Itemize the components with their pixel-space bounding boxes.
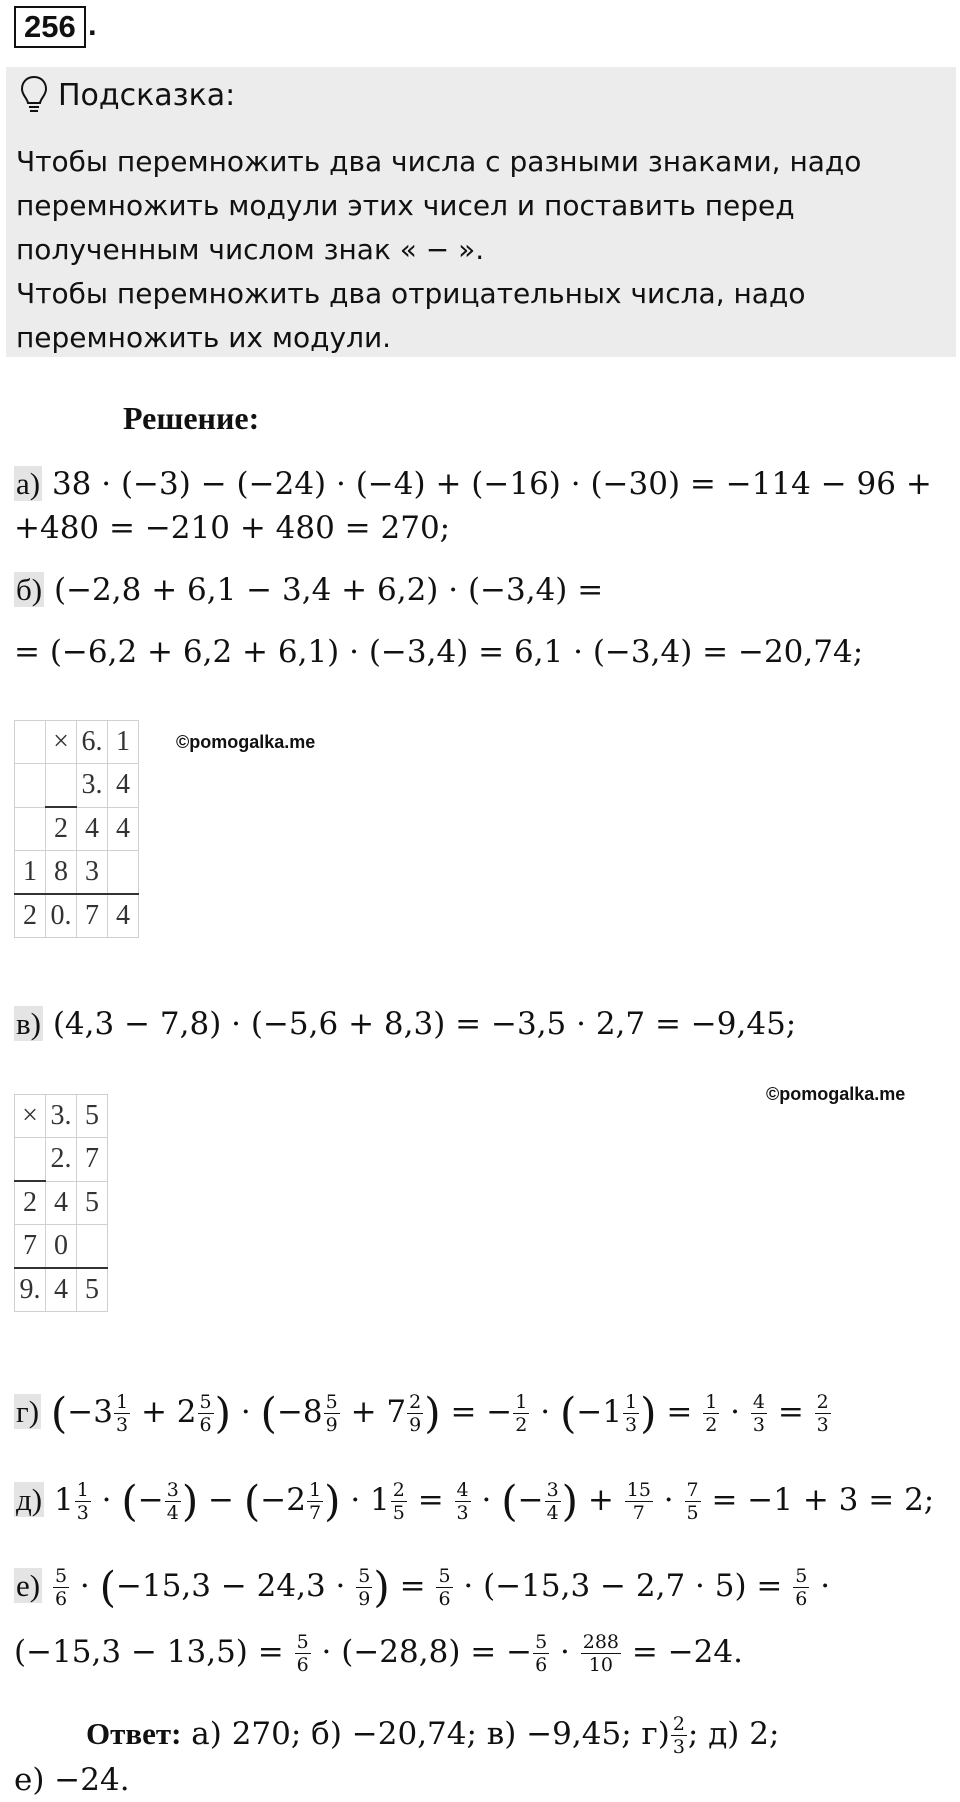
table-cell: 3. [46, 1095, 77, 1138]
table-cell: 5 [77, 1268, 108, 1312]
solution-d-label: д) [16, 1482, 43, 1517]
table-row [15, 807, 139, 851]
answer-values: а) 270; б) −20,74; в) −9,45; г) [191, 1716, 670, 1752]
watermark: ©pomogalka.me [766, 1084, 906, 1104]
table-cell: 5 [77, 1181, 108, 1225]
solution-b-expr1: (−2,8 + 6,1 − 3,4 + 6,2) · (−3,4) = [53, 572, 604, 608]
solution-b-line1 [14, 568, 603, 612]
table-cell [15, 764, 46, 808]
table-row [15, 1225, 108, 1269]
table-cell: 2. [46, 1138, 77, 1182]
solution-g-line1: г) (−3 $\frac{1}{3}$ + 2 $\frac{5}{6}$ ) · (−8 $\frac{5}{9}$ + 7 $\frac{2}{9}$ ) = − $\frac{1}{2}$ · (−1 $\frac{1}{3}$ ) = $\frac{1}{2}$ · $\frac{4}{3}$ = $\frac{2}{3}$ [16, 1388, 829, 1438]
answer-title: Ответ: [86, 1716, 182, 1751]
hint-line: Чтобы перемножить два числа с разными знаками, надо [16, 145, 862, 178]
solution-a-label: а) [16, 466, 41, 501]
answer-line1: Ответ: а) 270; б) −20,74; в) −9,45; г) $\frac{2}{3}$ ; д) 2; [86, 1713, 780, 1758]
solution-a-line2: +480 = −210 + 480 = 270; [14, 510, 451, 546]
multiply-sign: × [46, 721, 77, 764]
solution-d-line1: д) 1 $\frac{1}{3}$ · (− $\frac{3}{4}$ ) − (−2 $\frac{1}{7}$ ) · 1 $\frac{2}{5}$ = $\frac{4}{3}$ · (− $\frac{3}{4}$ ) + $\frac{15}{7}$ · $\frac{7}{5}$ = −1 + 3 = 2; [16, 1476, 935, 1526]
solution-e-line1: е) $\frac{5}{6}$ · (−15,3 − 24,3 · $\frac{5}{9}$ ) = $\frac{5}{6}$ · (−15,3 − 2,7 · 5) = $\frac{5}{6}$ · [16, 1562, 831, 1612]
table-row [15, 764, 139, 808]
table-cell: 4 [108, 894, 139, 938]
table-cell: 4 [108, 807, 139, 851]
solution-e-label: е) [16, 1568, 41, 1603]
lightbulb-icon [18, 74, 50, 116]
table-row [15, 721, 139, 764]
table-cell: 4 [108, 764, 139, 808]
hint-line: полученным числом знак « − ». [16, 233, 485, 266]
solution-b-label: б) [16, 572, 43, 607]
solution-a-line1 [14, 462, 932, 506]
table-cell: 3. [77, 764, 108, 808]
task-number: 256 [14, 6, 86, 48]
table-cell: 5 [77, 1095, 108, 1138]
table-row [15, 1138, 108, 1182]
table-cell: 4 [46, 1181, 77, 1225]
table-cell: 9. [15, 1268, 46, 1312]
table-cell: 7 [77, 1138, 108, 1182]
table-row [15, 1181, 108, 1225]
table-cell: 7 [77, 894, 108, 938]
solution-b-line2: = (−6,2 + 6,2 + 6,1) · (−3,4) = 6,1 · (−3,4) = −20,74; [14, 634, 864, 670]
solution-v-expr1: (4,3 − 7,8) · (−5,6 + 8,3) = −3,5 · 2,7 = −9,45; [52, 1006, 797, 1042]
hint-line: перемножить их модули. [16, 321, 392, 354]
table-row [15, 851, 139, 895]
hint-title: Подсказка: [58, 78, 236, 113]
table-cell: 0. [46, 894, 77, 938]
table-cell [46, 764, 77, 808]
solution-e-line2: (−15,3 − 13,5) = $\frac{5}{6}$ · (−28,8) = − $\frac{5}{6}$ · $\frac{288}{10}$ = −24. [14, 1631, 743, 1676]
answer-tail: ; д) 2; [687, 1716, 780, 1752]
table-cell: 0 [46, 1225, 77, 1269]
table-cell [108, 851, 139, 895]
table-cell [15, 807, 46, 851]
table-cell: 4 [77, 807, 108, 851]
watermark: ©pomogalka.me [176, 732, 316, 752]
table-cell: 4 [46, 1268, 77, 1312]
solution-title: Решение: [123, 400, 260, 436]
table-cell: 2 [15, 894, 46, 938]
answer-line2: е) −24. [14, 1762, 130, 1798]
solution-v-label: в) [16, 1006, 41, 1041]
table-row [15, 1095, 108, 1138]
table-cell: 7 [15, 1225, 46, 1269]
table-cell: 1 [15, 851, 46, 895]
table-cell: 3 [77, 851, 108, 895]
task-number-dot: . [88, 7, 97, 42]
multiplication-table-2 [14, 1094, 108, 1312]
solution-v-line1 [14, 1002, 796, 1046]
table-cell [15, 1138, 46, 1182]
hint-line: перемножить модули этих чисел и поставить перед [16, 189, 795, 222]
table-cell: 1 [108, 721, 139, 764]
multiplication-table-1 [14, 720, 139, 938]
solution-a-expr1: 38 · (−3) − (−24) · (−4) + (−16) · (−30) = −114 − 96 + [51, 466, 932, 502]
table-cell: 8 [46, 851, 77, 895]
solution-g-label: г) [16, 1394, 40, 1429]
hint-line: Чтобы перемножить два отрицательных числа, надо [16, 277, 806, 310]
table-cell [77, 1225, 108, 1269]
table-cell [15, 721, 46, 764]
solution-e-result: = −24. [631, 1634, 743, 1670]
table-row [15, 1268, 108, 1312]
table-cell: 2 [15, 1181, 46, 1225]
table-cell: 2 [46, 807, 77, 851]
table-cell: 6. [77, 721, 108, 764]
multiply-sign: × [15, 1095, 46, 1138]
hint-text [16, 140, 946, 360]
table-row [15, 894, 139, 938]
